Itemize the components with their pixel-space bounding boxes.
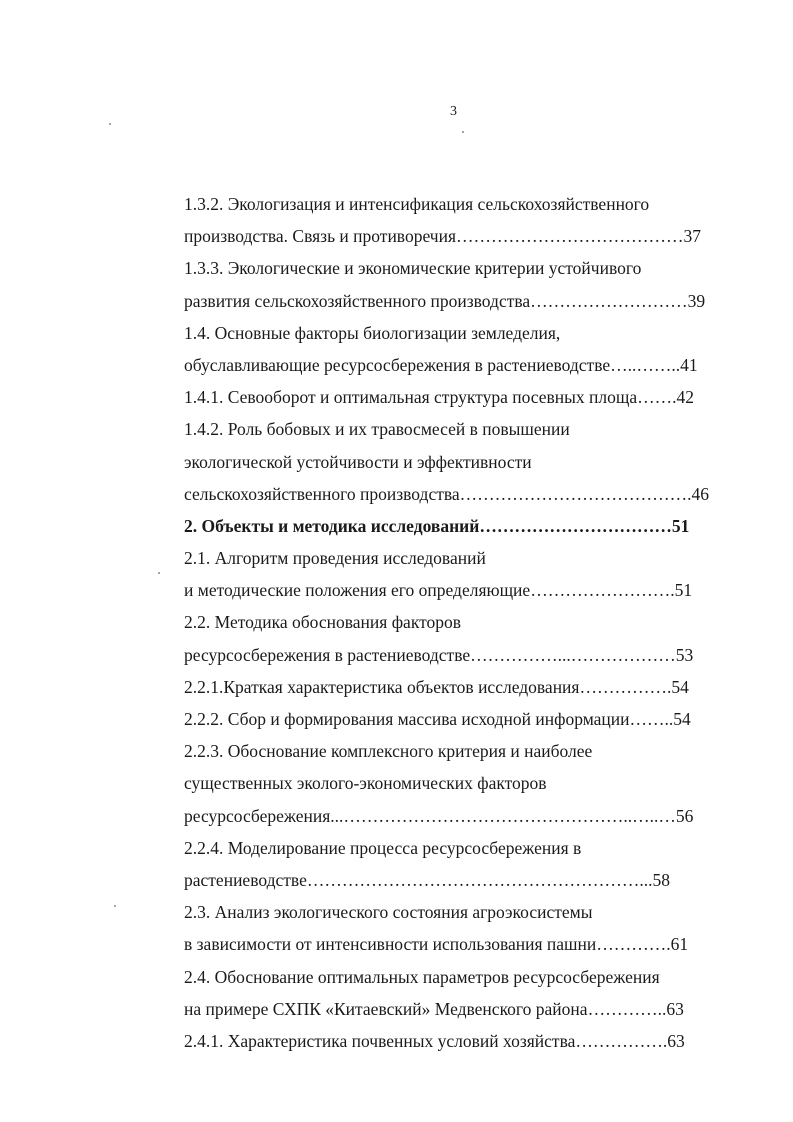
toc-entry-title: 2.2.4. Моделирование процесса ресурсосбережения в xyxy=(184,837,582,858)
toc-entry xyxy=(184,285,724,317)
toc-entry-title: 1.3.3. Экологические и экономические критерии устойчивого xyxy=(184,258,642,279)
toc-entry xyxy=(184,413,724,445)
toc-entry xyxy=(184,1025,724,1057)
toc-page-number: 41 xyxy=(680,354,698,375)
toc-entry xyxy=(184,961,724,993)
toc-entry xyxy=(184,478,724,510)
toc-leader-dots: ……………………… xyxy=(530,290,688,311)
toc-entry xyxy=(184,735,724,767)
toc-page-number: 61 xyxy=(670,934,689,955)
toc-entry-title: растениеводстве xyxy=(184,869,307,890)
toc-entry-title: 2.2.1.Краткая характеристика объектов исследования xyxy=(184,676,580,697)
toc-entry xyxy=(184,896,724,928)
toc-entry xyxy=(184,800,724,832)
toc-entry xyxy=(184,510,724,542)
toc-leader-dots: …………………………………………………... xyxy=(306,869,653,890)
toc-entry-title: 2.4.1. Характеристика почвенных условий хозяйства xyxy=(184,1030,576,1051)
toc-entry-title: ресурсосбережения xyxy=(184,805,331,826)
toc-page-number: 54 xyxy=(671,676,689,697)
toc-leader-dots: ………………………………… xyxy=(456,226,684,247)
toc-page-number: 54 xyxy=(673,709,691,729)
toc-entry xyxy=(184,381,724,413)
toc-leader-dots: ………….. xyxy=(587,998,667,1019)
toc-entry xyxy=(184,639,724,671)
toc-entry-title: 2.1. Алгоритм проведения исследований xyxy=(184,548,486,569)
toc-entry xyxy=(184,928,724,960)
toc-page-number: 53 xyxy=(675,644,694,665)
table-of-contents xyxy=(184,188,724,1057)
toc-entry xyxy=(184,864,724,896)
toc-leader-dots: …………………………………. xyxy=(459,483,692,504)
toc-entry xyxy=(184,446,724,478)
toc-entry-title: на примере СХПК «Китаевский» Медвенского района xyxy=(184,998,588,1019)
toc-entry-title: 1.4.2. Роль бобовых и их травосмесей в повышении xyxy=(184,419,570,440)
toc-entry-title: ресурсосбережения в растениеводстве xyxy=(184,644,471,665)
toc-entry xyxy=(184,188,724,220)
scan-speck xyxy=(158,572,160,574)
toc-page-number: 42 xyxy=(676,387,695,408)
toc-entry-title: 1.4.1. Севооборот и оптимальная структура посевных площа xyxy=(184,387,638,408)
toc-entry xyxy=(184,317,724,349)
toc-leader-dots: ...…………………………………………..…..… xyxy=(330,805,676,826)
toc-entry xyxy=(184,220,724,252)
toc-entry-title: 2.4. Обоснование оптимальных параметров ресурсосбережения xyxy=(184,966,660,987)
toc-entry-title: экологической устойчивости и эффективности xyxy=(184,451,532,472)
toc-leader-dots: …………. xyxy=(596,934,671,955)
toc-entry xyxy=(184,993,724,1025)
toc-page-number: 39 xyxy=(687,290,706,311)
toc-leader-dots: ……. xyxy=(637,387,677,408)
scan-speck xyxy=(109,123,111,125)
toc-entry-title: и методические положения его определяющие xyxy=(184,580,531,601)
toc-leader-dots: …….. xyxy=(629,709,674,729)
toc-entry-title: существенных эколого-экономических факторов xyxy=(184,773,547,794)
toc-entry-title: 1.4. Основные факторы биологизации земледелия, xyxy=(184,322,561,343)
toc-entry-title: 2.2.2. Сбор и формирования массива исходной информации xyxy=(184,709,630,729)
toc-entry-title: обуславливающие ресурсосбережения в растениеводстве xyxy=(184,354,611,375)
scan-speck xyxy=(114,905,116,907)
toc-leader-dots: ……………...……………… xyxy=(470,644,676,665)
toc-entry-title: 2.3. Анализ экологического состояния агроэкосистемы xyxy=(184,902,593,923)
toc-entry-title: 2.2. Методика обоснования факторов xyxy=(184,612,462,633)
toc-entry xyxy=(184,767,724,799)
toc-page-number: 46 xyxy=(691,483,710,504)
toc-leader-dots: ……………………. xyxy=(530,580,675,601)
scan-speck xyxy=(462,131,464,133)
toc-entry xyxy=(184,574,724,606)
toc-entry xyxy=(184,349,724,381)
toc-leader-dots: ……………. xyxy=(575,1030,668,1051)
toc-entry-title: развития сельскохозяйственного производства xyxy=(184,290,531,311)
toc-entry xyxy=(184,671,724,703)
toc-page-number: 58 xyxy=(652,869,670,890)
page-number: 3 xyxy=(450,104,457,119)
toc-leader-dots: …..…….. xyxy=(610,354,681,375)
toc-page-number: 37 xyxy=(683,226,702,247)
toc-entry xyxy=(184,703,724,735)
toc-page-number: 63 xyxy=(667,1030,685,1051)
toc-page-number: 63 xyxy=(666,998,684,1019)
toc-page-number: 56 xyxy=(675,805,694,826)
toc-leader-dots: …………………………… xyxy=(479,515,672,536)
toc-leader-dots: ……………. xyxy=(579,676,672,697)
toc-entry-title: 2. Объекты и методика исследований xyxy=(184,515,480,536)
toc-entry-title: 2.2.3. Обоснование комплексного критерия и наиболее xyxy=(184,741,593,762)
toc-page-number: 51 xyxy=(674,580,693,601)
toc-entry xyxy=(184,252,724,284)
toc-entry-title: производства. Связь и противоречия xyxy=(184,226,457,247)
toc-page-number: 51 xyxy=(671,515,690,536)
toc-entry-title: сельскохозяйственного производства xyxy=(184,483,460,504)
toc-entry xyxy=(184,606,724,638)
toc-entry-title: в зависимости от интенсивности использования пашни xyxy=(184,934,597,955)
toc-entry xyxy=(184,542,724,574)
toc-entry xyxy=(184,832,724,864)
toc-entry-title: 1.3.2. Экологизация и интенсификация сельскохозяйственного xyxy=(184,194,650,214)
